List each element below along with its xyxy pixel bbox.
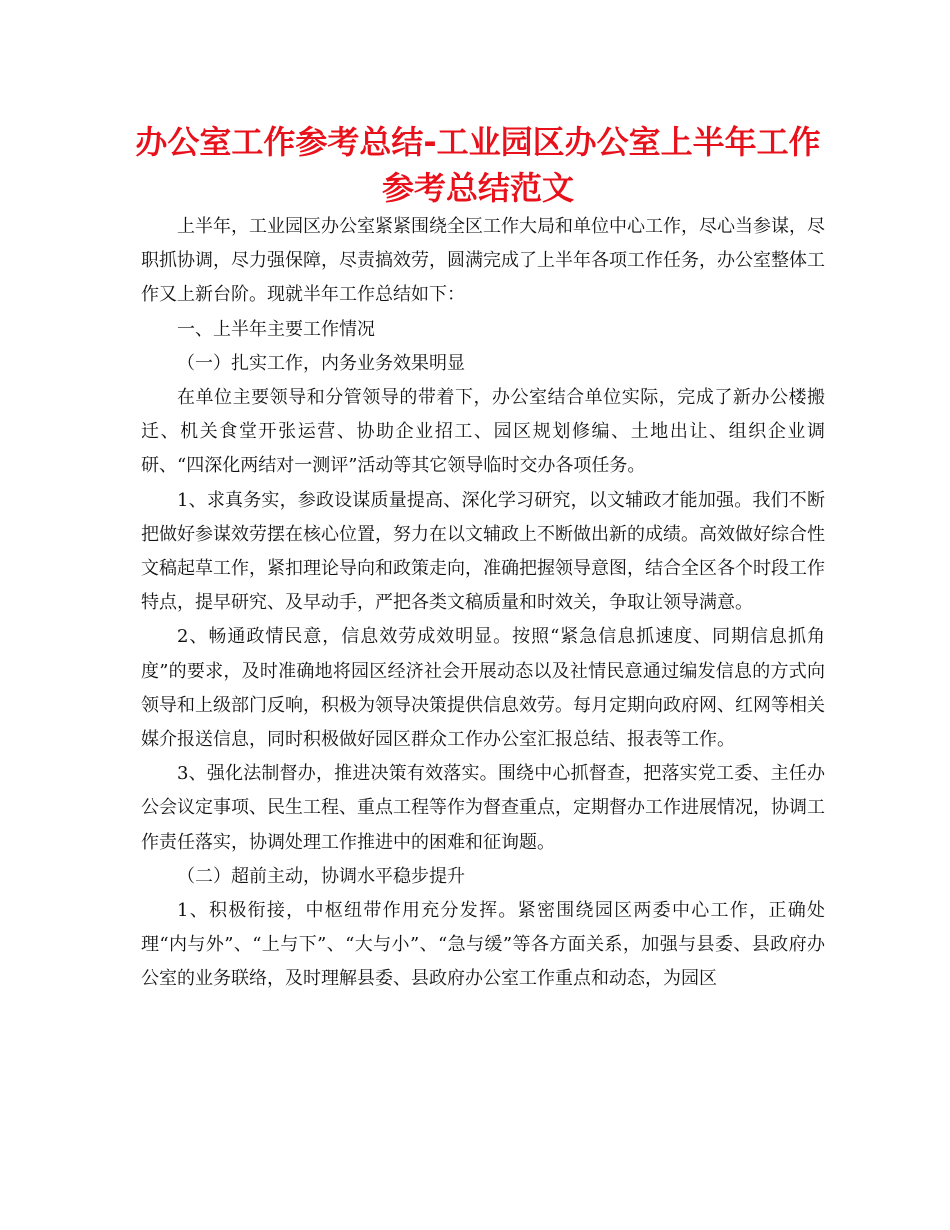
document-body	[141, 210, 825, 997]
paragraph-tasks: 在单位主要领导和分管领导的带着下，办公室结合单位实际，完成了新办公楼搬迁、机关食堂开张运营、协助企业招工、园区规划修编、土地出让、组织企业调研、“四深化两结对一测评”活动等其它领导临时交办各项任务。	[141, 387, 825, 477]
paragraph-item-1: 1、求真务实，参政设谋质量提高、深化学习研究，以文辅政才能加强。我们不断把做好参谋效劳摆在核心位置，努力在以文辅政上不断做出新的成绩。高效做好综合性文稿起草工作，紧扣理论导向和政策走向，准确把握领导意图，结合全区各个时段工作特点，提早研究、及早动手，严把各类文稿质量和时效关，争取让领导满意。	[141, 489, 825, 614]
document-title-line-1: 办公室工作参考总结-工业园区办公室上半年工作	[135, 123, 821, 161]
document-title-line-2: 参考总结范文	[381, 169, 574, 207]
paragraph-item-4: 1、积极衔接，中枢纽带作用充分发挥。紧密围绕园区两委中心工作，正确处理“内与外”、“上与下”、“大与小”、“急与缓”等各方面关系，加强与县委、县政府办公室的业务联络，及时理解县委、县政府办公室工作重点和动态，为园区	[141, 900, 825, 990]
paragraph-intro: 上半年，工业园区办公室紧紧围绕全区工作大局和单位中心工作，尽心当参谋，尽职抓协调，尽力强保障，尽责搞效劳，圆满完成了上半年各项工作任务，办公室整体工作又上新台阶。现就半年工作总结如下：	[141, 216, 825, 306]
section-heading-1: 一、上半年主要工作情况	[177, 318, 375, 340]
subsection-heading-1: （一）扎实工作，内务业务效果明显	[177, 352, 465, 374]
paragraph-item-3: 3、强化法制督办，推进决策有效落实。围绕中心抓督查，把落实党工委、主任办公会议定事项、民生工程、重点工程等作为督查重点，定期督办工作进展情况，协调工作责任落实，协调处理工作推进中的困难和征询题。	[141, 763, 825, 853]
paragraph-item-2: 2、畅通政情民意，信息效劳成效明显。按照“紧急信息抓速度、同期信息抓角度”的要求，及时准确地将园区经济社会开展动态以及社情民意通过编发信息的方式向领导和上级部门反响，积极为领导决策提供信息效劳。每月定期向政府网、红网等相关媒介报送信息，同时积极做好园区群众工作办公室汇报总结、报表等工作。	[141, 626, 825, 751]
subsection-heading-2: （二）超前主动，协调水平稳步提升	[177, 865, 465, 887]
